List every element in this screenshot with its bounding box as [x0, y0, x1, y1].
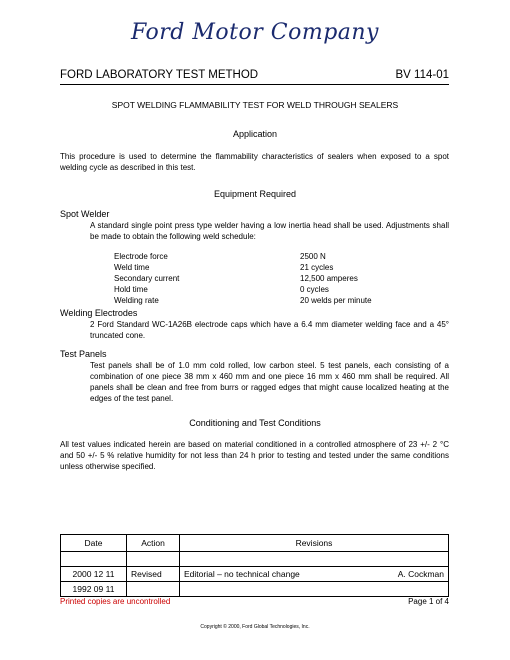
page-number: Page 1 of 4 [408, 597, 449, 606]
column-header-date: Date [61, 535, 127, 552]
method-label: FORD LABORATORY TEST METHOD [60, 69, 259, 81]
table-row [61, 552, 449, 567]
revisions-table [60, 534, 449, 597]
test-panels-text: Test panels shall be of 1.0 mm cold rolled, low carbon steel. 5 test panels, each consisting of a combination of one piece 38 mm x 460 mm and one piece 16 mm x 460 mm shall be required. All panels shall be clean and free from burrs or ragged edges that might cause localized heating at the edges of the test panel. [90, 361, 449, 403]
cell-date [61, 552, 127, 567]
table-row [61, 582, 449, 597]
schedule-row: Hold time 0 cycles [114, 285, 329, 294]
cell-revision [180, 552, 449, 567]
schedule-row: Electrode force 2500 N [114, 252, 326, 261]
cell-action: Revised [127, 567, 180, 582]
table-header-row [61, 535, 449, 552]
uncontrolled-notice: Printed copies are uncontrolled [60, 597, 171, 606]
schedule-row: Welding rate 20 welds per minute [114, 296, 372, 305]
copyright-notice: Copyright © 2000, Ford Global Technologies, Inc. [200, 624, 310, 630]
method-number: BV 114-01 [395, 69, 449, 81]
column-header-action: Action [127, 535, 180, 552]
conditioning-text: All test values indicated herein are based on material conditioned in a controlled atmosphere of 23 +/- 2 °C and 50 +/- 5 % relative humidity for not less than 24 h prior to testing and tested under the same conditions unless otherwise specified. [60, 440, 449, 471]
ford-logo: Ford Motor Company [130, 20, 379, 45]
application-heading: Application [232, 129, 278, 139]
column-header-revisions: Revisions [180, 535, 449, 552]
application-text: This procedure is used to determine the flammability characteristics of sealers when exposed to a spot welding cycle as described in this test. [60, 152, 449, 172]
spot-welder-text: A standard single point press type welder having a low inertia head shall be used. Adjustments shall be made to obtain the following weld schedule: [90, 221, 449, 241]
cell-action [127, 582, 180, 597]
cell-revision [180, 567, 449, 582]
schedule-row: Secondary current 12,500 amperes [114, 274, 358, 283]
weld-schedule [114, 251, 372, 306]
electrodes-text: 2 Ford Standard WC-1A26B electrode caps which have a 6.4 mm diameter welding face and a 45° truncated cone. [90, 320, 449, 340]
cell-date: 1992 09 11 [61, 582, 127, 597]
document-title: SPOT WELDING FLAMMABILITY TEST FOR WELD THROUGH SEALERS [111, 100, 399, 110]
spot-welder-heading: Spot Welder [60, 209, 110, 219]
cell-revision [180, 582, 449, 597]
equipment-heading: Equipment Required [213, 189, 297, 199]
electrodes-heading: Welding Electrodes [60, 308, 138, 318]
cell-date: 2000 12 11 [61, 567, 127, 582]
cell-action [127, 552, 180, 567]
document-header [60, 69, 449, 81]
header-rule [60, 84, 449, 85]
conditioning-heading: Conditioning and Test Conditions [189, 418, 321, 428]
test-panels-heading: Test Panels [60, 349, 107, 359]
table-row [61, 567, 449, 582]
revised-by: A. Cockman [397, 569, 444, 579]
schedule-row: Weld time 21 cycles [114, 263, 334, 272]
revision-description: Editorial – no technical change [184, 569, 300, 579]
